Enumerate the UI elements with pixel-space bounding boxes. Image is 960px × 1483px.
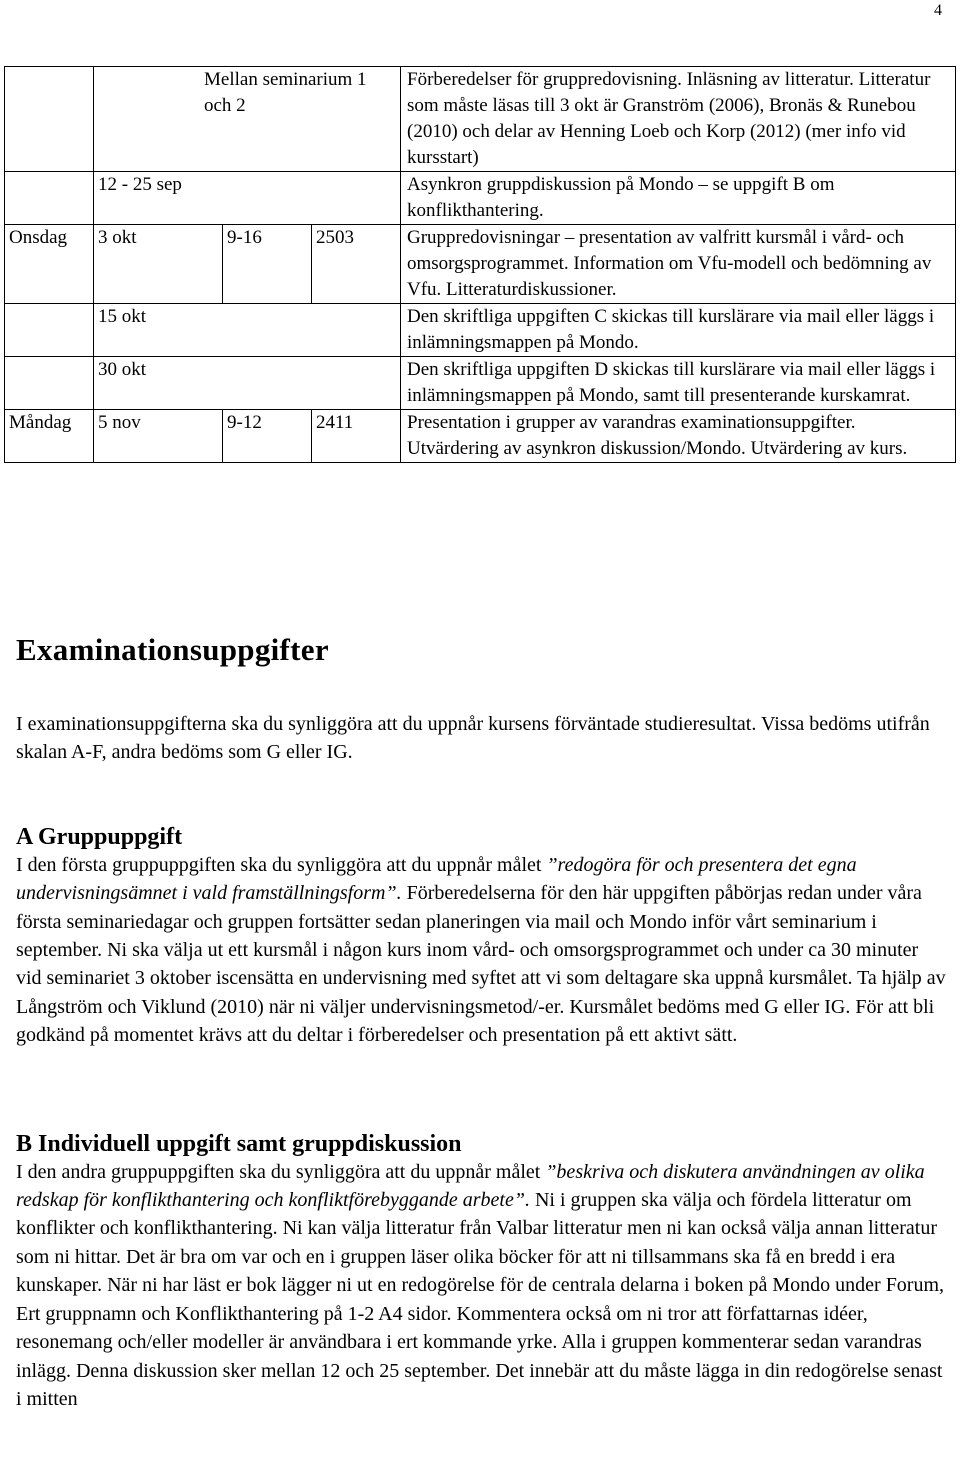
cell-time: 9-16 (223, 225, 312, 304)
table-row (5, 172, 956, 225)
section-a-title: A Gruppuppgift (16, 823, 183, 850)
cell (5, 304, 94, 357)
cell (5, 357, 94, 410)
cell-date: 30 okt (94, 357, 401, 410)
cell (5, 67, 94, 172)
table-row (5, 225, 956, 304)
table-row (5, 410, 956, 463)
cell-desc: Gruppredovisningar – presentation av valfritt kursmål i vård- och omsorgsprogrammet. Information om Vfu-modell och bedömning av Vfu. Litteraturdiskussioner. (401, 225, 956, 304)
section-b-goal: ”beskriva och diskutera användningen av olika redskap för konflikthantering och konfliktförebyggande arbete”. (16, 1160, 925, 1212)
cell-day: Måndag (5, 410, 94, 463)
cell-desc: Presentation i grupper av varandras examinationsuppgifter. Utvärdering av asynkron diskussion/Mondo. Utvärdering av kurs. (401, 410, 956, 463)
page-title: Examinationsuppgifter (16, 632, 329, 667)
cell-room: 2503 (312, 225, 401, 304)
cell-date: 15 okt (94, 304, 401, 357)
table-row (5, 67, 956, 172)
table-row (5, 357, 956, 410)
schedule-table (4, 66, 956, 463)
cell-date: 3 okt (94, 225, 223, 304)
section-b-body: Ni i gruppen ska välja och fördela litteratur om konflikter och konflikthantering. Ni kan välja litteratur från Valbar litteratur men ni kan också välja annan litteratur som ni hittar. Det är bra om var och en i gruppen läser olika böcker för att ni tillsammans ska få en bredd i era kunskaper. När ni har läst er bok lägger ni ut en redogörelse för de centrala delarna i boken på Mondo under Forum, Ert gruppnamn och Konflikthantering på 1-2 A4 sidor. Kommentera också om ni tror att författarnas idéer, resonemang och/eller modeller är användbara i ert kommande yrke. Alla i gruppen kommenterar sedan varandras inlägg. Denna diskussion sker mellan 12 och 25 september. Det innebär att du måste lägga in din redogörelse senast i mitten (16, 1189, 945, 1410)
main-content (16, 630, 946, 1413)
section-b-paragraph (16, 1158, 946, 1414)
intro-paragraph: I examinationsuppgifterna ska du synliggöra att du uppnår kursens förväntade studieresultat. Vissa bedöms utifrån skalan A-F, andra bedöms som G eller IG. (16, 713, 930, 764)
cell-desc: Den skriftliga uppgiften C skickas till kurslärare via mail eller läggs i inlämningsmappen på Mondo. (401, 304, 956, 357)
cell-day: Onsdag (5, 225, 94, 304)
cell-desc: Förberedelser för gruppredovisning. Inläsning av litteratur. Litteratur som måste läsas till 3 okt är Granström (2006), Bronäs & Runebou (2010) och delar av Henning Loeb och Korp (2012) (mer info vid kursstart) (401, 67, 956, 172)
section-b-lead: I den andra gruppuppgiften ska du synliggöra att du uppnår målet (16, 1160, 546, 1183)
cell-date: 12 - 25 sep (94, 172, 401, 225)
table-row (5, 304, 956, 357)
section-b-title: B Individuell uppgift samt gruppdiskussion (16, 1130, 462, 1157)
cell-time: 9-12 (223, 410, 312, 463)
cell (5, 172, 94, 225)
cell-room: 2411 (312, 410, 401, 463)
section-a-goal: ”redogöra för och presentera det egna undervisningsämnet i vald framställningsform”. (16, 853, 857, 905)
section-a-lead: I den första gruppuppgiften ska du synliggöra att du uppnår målet (16, 853, 547, 876)
cell-label: Mellan seminarium 1 och 2 (94, 67, 401, 172)
section-a-paragraph (16, 851, 946, 1050)
section-a-body: Förberedelserna för den här uppgiften påbörjas redan under våra första seminariedagar och gruppen fortsätter sedan planeringen via mail och Mondo inför vårt seminarium i september. Ni ska välja ut ett kursmål i någon kurs inom vård- och omsorgsprogrammet och under ca 30 minuter vid seminariet 3 oktober iscensätta en undervisning med syftet att vi som deltagare ska uppnå kursmålet. Ta hjälp av Långström och Viklund (2010) när ni väljer undervisningsmetod/-er. Kursmålet bedöms med G eller IG. För att bli godkänd på momentet krävs att du deltar i förberedelser och presentation på ett aktivt sätt. (16, 882, 946, 1047)
page-number: 4 (934, 2, 942, 19)
cell-desc: Asynkron gruppdiskussion på Mondo – se uppgift B om konflikthantering. (401, 172, 956, 225)
cell-date: 5 nov (94, 410, 223, 463)
cell-desc: Den skriftliga uppgiften D skickas till kurslärare via mail eller läggs i inlämningsmappen på Mondo, samt till presenterande kurskamrat. (401, 357, 956, 410)
